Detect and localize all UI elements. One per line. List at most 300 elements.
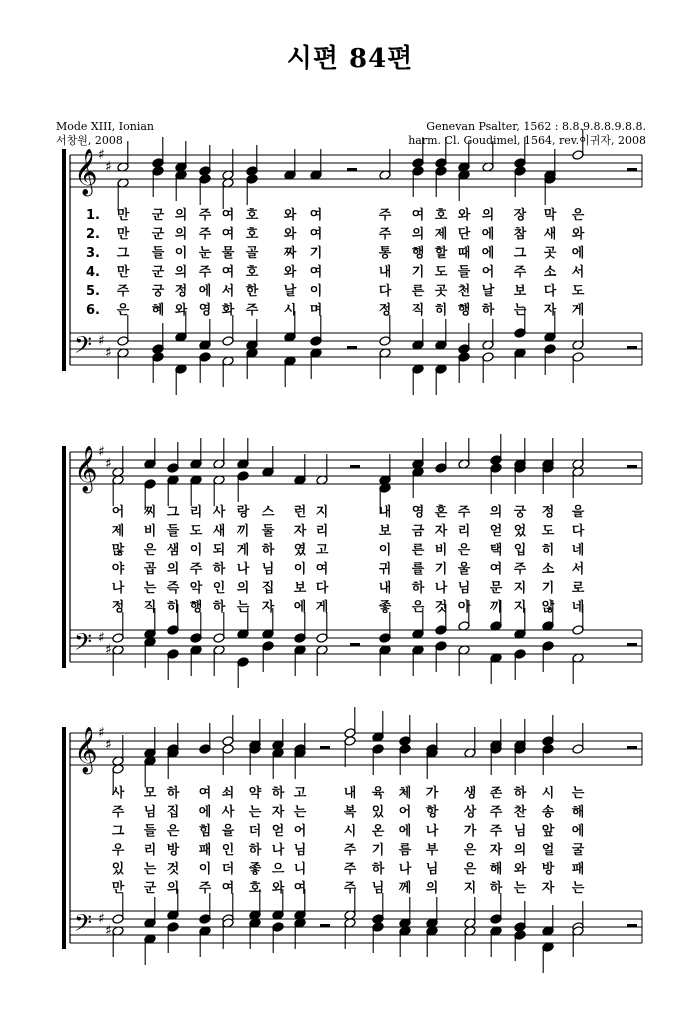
lyric-row (0, 880, 700, 898)
lyric-syllable: 않 (541, 600, 555, 615)
lyric-syllable: 하 (212, 562, 226, 577)
lyric-syllable: 힘 (198, 824, 212, 839)
lyric-syllable: 더 (248, 824, 262, 839)
verse-number: 2. (86, 227, 100, 242)
lyric-syllable: 의 (166, 562, 180, 577)
sharp-icon: ♯ (105, 642, 112, 658)
lyric-syllable: 주 (378, 208, 392, 223)
lyric-syllable: 좋 (248, 862, 262, 877)
lyric-syllable: 자 (261, 600, 275, 615)
lyric-syllable: 와 (174, 303, 188, 318)
sharp-icon: ♯ (105, 737, 112, 753)
rest-icon (627, 924, 637, 927)
lyric-syllable: 에 (571, 246, 585, 261)
lyric-syllable: 단 (457, 227, 471, 242)
lyric-syllable: 의 (411, 227, 425, 242)
lyric-syllable: 를 (411, 562, 425, 577)
lyric-syllable: 은 (166, 824, 180, 839)
lyric-syllable: 참 (513, 227, 527, 242)
lyric-syllable: 어 (293, 824, 307, 839)
lyric-syllable: 찌 (143, 505, 157, 520)
lyric-syllable: 에 (571, 824, 585, 839)
lyric-syllable: 들 (166, 524, 180, 539)
lyric-syllable: 한 (245, 284, 259, 299)
lyric-syllable: 주 (116, 284, 130, 299)
lyric-syllable: 여 (221, 881, 235, 896)
lyric-syllable: 다 (543, 284, 557, 299)
lyric-syllable: 다 (378, 284, 392, 299)
lyric-syllable: 날 (481, 284, 495, 299)
lyric-syllable: 게 (236, 543, 250, 558)
lyric-syllable: 였 (293, 543, 307, 558)
lyric-syllable: 정 (541, 505, 555, 520)
lyric-row (0, 580, 700, 598)
lyric-syllable: 와 (283, 265, 297, 280)
lyric-syllable: 서 (571, 265, 585, 280)
lyric-syllable: 고 (293, 786, 307, 801)
lyric-syllable: 좋 (378, 600, 392, 615)
lyric-syllable: 시 (541, 786, 555, 801)
lyric-syllable: 로 (571, 581, 585, 596)
lyric-syllable: 복 (343, 805, 357, 820)
lyric-syllable: 주 (378, 227, 392, 242)
lyric-syllable: 항 (425, 805, 439, 820)
lyric-syllable: 사 (221, 805, 235, 820)
lyric-syllable: 는 (513, 881, 527, 896)
lyric-row (0, 561, 700, 579)
lyric-row (0, 842, 700, 860)
lyric-syllable: 도 (571, 284, 585, 299)
lyric-syllable: 여 (309, 265, 323, 280)
lyric-syllable: 주 (245, 303, 259, 318)
lyric-syllable: 의 (174, 208, 188, 223)
lyric-syllable: 에 (481, 246, 495, 261)
lyric-syllable: 들 (151, 246, 165, 261)
lyric-syllable: 께 (398, 881, 412, 896)
lyric-syllable: 야 (111, 562, 125, 577)
lyric-syllable: 자 (434, 524, 448, 539)
lyric-syllable: 문 (489, 581, 503, 596)
lyric-syllable: 에 (293, 600, 307, 615)
lyric-syllable: 천 (457, 284, 471, 299)
lyric-syllable: 하 (271, 786, 285, 801)
sharp-icon: ♯ (98, 444, 105, 460)
lyric-syllable: 지 (513, 581, 527, 596)
lyric-syllable: 기 (434, 562, 448, 577)
lyric-syllable: 장 (513, 208, 527, 223)
lyric-syllable: 와 (283, 227, 297, 242)
page-title: 시편 84편 (286, 44, 414, 74)
lyric-syllable: 여 (293, 881, 307, 896)
lyric-syllable: 은 (411, 600, 425, 615)
lyric-syllable: 부 (425, 843, 439, 858)
lyric-syllable: 하 (489, 881, 503, 896)
lyric-syllable: 만 (116, 227, 130, 242)
sharp-icon: ♯ (98, 147, 105, 163)
lyric-syllable: 이 (189, 543, 203, 558)
lyric-syllable: 의 (174, 265, 188, 280)
lyric-syllable: 그 (166, 505, 180, 520)
lyric-syllable: 네 (571, 600, 585, 615)
lyric-syllable: 들 (457, 265, 471, 280)
lyric-syllable: 는 (143, 862, 157, 877)
lyric-syllable: 시 (343, 824, 357, 839)
lyric-syllable: 히 (434, 303, 448, 318)
lyric-syllable: 물 (221, 246, 235, 261)
lyric-row (0, 823, 700, 841)
lyric-syllable: 되 (212, 543, 226, 558)
lyric-syllable: 님 (143, 805, 157, 820)
lyric-syllable: 사 (111, 786, 125, 801)
lyric-syllable: 여 (198, 786, 212, 801)
lyric-syllable: 호 (245, 265, 259, 280)
lyric-syllable: 방 (166, 843, 180, 858)
lyric-syllable: 샘 (166, 543, 180, 558)
lyric-syllable: 호 (434, 208, 448, 223)
sharp-icon: ♯ (105, 456, 112, 472)
lyric-syllable: 군 (151, 227, 165, 242)
lyric-syllable: 이 (309, 284, 323, 299)
lyric-syllable: 생 (463, 786, 477, 801)
lyric-syllable: 그 (116, 246, 130, 261)
lyric-syllable: 제 (111, 524, 125, 539)
lyric-syllable: 보 (378, 524, 392, 539)
sharp-icon: ♯ (98, 630, 105, 646)
lyric-syllable: 의 (236, 581, 250, 596)
lyric-row (0, 523, 700, 541)
lyric-syllable: 상 (463, 805, 477, 820)
lyric-syllable: 도 (541, 524, 555, 539)
lyric-syllable: 직 (411, 303, 425, 318)
lyric-syllable: 비 (434, 543, 448, 558)
lyric-syllable: 얼 (541, 843, 555, 858)
lyric-syllable: 주 (457, 505, 471, 520)
lyric-syllable: 는 (143, 581, 157, 596)
lyric-syllable: 울 (457, 562, 471, 577)
lyric-syllable: 기 (411, 265, 425, 280)
lyric-syllable: 님 (425, 862, 439, 877)
lyric-syllable: 곳 (434, 284, 448, 299)
lyric-syllable: 둘 (261, 524, 275, 539)
lyric-syllable: 얻 (271, 824, 285, 839)
sharp-icon: ♯ (105, 159, 112, 175)
lyric-syllable: 약 (248, 786, 262, 801)
lyric-syllable: 가 (425, 786, 439, 801)
lyric-syllable: 주 (489, 805, 503, 820)
lyric-syllable: 고 (315, 543, 329, 558)
lyric-syllable: 방 (541, 862, 555, 877)
lyric-syllable: 게 (315, 600, 329, 615)
lyric-syllable: 나 (111, 581, 125, 596)
lyric-syllable: 막 (543, 208, 557, 223)
lyric-syllable: 어 (111, 505, 125, 520)
lyric-syllable: 스 (261, 505, 275, 520)
lyric-syllable: 을 (571, 505, 585, 520)
lyric-syllable: 여 (309, 227, 323, 242)
lyric-syllable: 날 (283, 284, 297, 299)
lyric-syllable: 만 (116, 208, 130, 223)
lyric-syllable: 행 (411, 246, 425, 261)
lyric-syllable: 름 (398, 843, 412, 858)
lyric-syllable: 택 (489, 543, 503, 558)
lyric-syllable: 여 (411, 208, 425, 223)
lyric-syllable: 의 (513, 843, 527, 858)
lyric-syllable: 는 (293, 805, 307, 820)
lyric-row (0, 264, 700, 282)
lyric-syllable: 통 (378, 246, 392, 261)
lyric-syllable: 도 (434, 265, 448, 280)
lyric-syllable: 지 (513, 600, 527, 615)
lyric-syllable: 는 (571, 881, 585, 896)
lyric-syllable: 으 (271, 862, 285, 877)
lyric-syllable: 제 (434, 227, 448, 242)
lyric-syllable: 그 (513, 246, 527, 261)
lyric-syllable: 하 (513, 786, 527, 801)
lyric-syllable: 영 (411, 505, 425, 520)
lyric-syllable: 다 (571, 524, 585, 539)
lyric-syllable: 곱 (143, 562, 157, 577)
lyric-syllable: 주 (198, 208, 212, 223)
lyric-syllable: 그 (111, 824, 125, 839)
lyric-syllable: 주 (513, 265, 527, 280)
lyric-syllable: 사 (212, 505, 226, 520)
lyric-syllable: 은 (143, 543, 157, 558)
lyric-syllable: 님 (513, 824, 527, 839)
lyric-syllable: 하 (411, 581, 425, 596)
lyric-syllable: 은 (463, 862, 477, 877)
lyric-syllable: 새 (212, 524, 226, 539)
lyric-syllable: 에 (198, 284, 212, 299)
lyric-syllable: 이 (293, 562, 307, 577)
lyric-row (0, 804, 700, 822)
lyric-syllable: 와 (271, 881, 285, 896)
lyric-syllable: 보 (293, 581, 307, 596)
lyric-syllable: 랑 (236, 505, 250, 520)
lyric-syllable: 나 (425, 824, 439, 839)
lyric-syllable: 체 (398, 786, 412, 801)
lyric-syllable: 해 (489, 862, 503, 877)
rest-icon (320, 924, 330, 927)
lyric-syllable: 주 (343, 843, 357, 858)
lyric-syllable: 와 (457, 208, 471, 223)
lyric-row (0, 226, 700, 244)
lyric-syllable: 었 (513, 524, 527, 539)
lyric-syllable: 악 (189, 581, 203, 596)
lyric-syllable: 네 (571, 543, 585, 558)
lyric-syllable: 이 (378, 543, 392, 558)
lyric-syllable: 나 (398, 862, 412, 877)
lyric-syllable: 눈 (198, 246, 212, 261)
lyric-syllable: 는 (513, 303, 527, 318)
lyric-syllable: 비 (143, 524, 157, 539)
lyric-syllable: 얻 (489, 524, 503, 539)
lyric-syllable: 소 (541, 562, 555, 577)
lyric-syllable: 육 (371, 786, 385, 801)
lyric-row (0, 207, 700, 225)
lyric-syllable: 금 (411, 524, 425, 539)
lyric-syllable: 궁 (151, 284, 165, 299)
lyric-syllable: 더 (221, 862, 235, 877)
lyric-syllable: 내 (343, 786, 357, 801)
lyric-row (0, 542, 700, 560)
lyric-syllable: 들 (143, 824, 157, 839)
lyric-syllable: 지 (463, 881, 477, 896)
rest-icon (320, 746, 330, 749)
lyric-syllable: 인 (221, 843, 235, 858)
lyric-row (0, 861, 700, 879)
lyric-syllable: 은 (116, 303, 130, 318)
lyric-syllable: 입 (513, 543, 527, 558)
lyric-syllable: 의 (166, 881, 180, 896)
lyric-syllable: 패 (198, 843, 212, 858)
lyric-syllable: 앞 (541, 824, 555, 839)
lyric-syllable: 와 (571, 227, 585, 242)
lyric-syllable: 정 (378, 303, 392, 318)
lyric-syllable: 혜 (151, 303, 165, 318)
lyric-syllable: 하 (212, 600, 226, 615)
lyric-syllable: 화 (221, 303, 235, 318)
sharp-icon: ♯ (98, 333, 105, 349)
lyric-syllable: 군 (151, 265, 165, 280)
rest-icon (627, 746, 637, 749)
lyric-syllable: 의 (425, 881, 439, 896)
lyric-syllable: 게 (571, 303, 585, 318)
translator-line: 서창원, 2008 (56, 134, 123, 147)
lyric-syllable: 는 (236, 600, 250, 615)
lyric-syllable: 이 (174, 246, 188, 261)
verse-number: 6. (86, 303, 100, 318)
lyric-row (0, 245, 700, 263)
lyric-syllable: 많 (111, 543, 125, 558)
lyric-syllable: 여 (221, 208, 235, 223)
lyric-syllable: 행 (189, 600, 203, 615)
lyric-syllable: 주 (489, 824, 503, 839)
source-line: Genevan Psalter, 1562 : 8.8.9.8.8.9.8.8. (426, 120, 646, 133)
lyric-syllable: 리 (457, 524, 471, 539)
treble-clef-icon: 𝄞 (74, 149, 98, 195)
lyric-syllable: 와 (513, 862, 527, 877)
lyric-syllable: 집 (166, 805, 180, 820)
lyric-syllable: 군 (151, 208, 165, 223)
lyric-syllable: 리 (189, 505, 203, 520)
lyric-row (0, 283, 700, 301)
lyric-syllable: 정 (111, 600, 125, 615)
lyric-syllable: 지 (315, 505, 329, 520)
lyric-syllable: 내 (378, 581, 392, 596)
lyric-syllable: 주 (189, 562, 203, 577)
lyric-syllable: 이 (198, 862, 212, 877)
lyric-syllable: 보 (513, 284, 527, 299)
lyric-syllable: 른 (411, 543, 425, 558)
lyric-syllable: 만 (111, 881, 125, 896)
lyric-syllable: 자 (293, 524, 307, 539)
lyric-syllable: 곳 (543, 246, 557, 261)
lyric-syllable: 주 (513, 562, 527, 577)
lyric-row (0, 504, 700, 522)
lyric-syllable: 기 (309, 246, 323, 261)
lyric-syllable: 자 (489, 843, 503, 858)
lyric-syllable: 나 (434, 581, 448, 596)
lyric-syllable: 나 (236, 562, 250, 577)
verse-number: 3. (86, 246, 100, 261)
lyric-syllable: 궁 (513, 505, 527, 520)
sharp-icon: ♯ (105, 923, 112, 939)
lyric-syllable: 기 (541, 581, 555, 596)
lyric-syllable: 내 (378, 505, 392, 520)
lyric-syllable: 기 (371, 843, 385, 858)
lyric-syllable: 아 (457, 600, 471, 615)
lyric-syllable: 히 (541, 543, 555, 558)
bass-clef-icon: 𝄢 (74, 909, 93, 942)
lyric-syllable: 니 (293, 862, 307, 877)
lyric-syllable: 온 (371, 824, 385, 839)
verse-number: 1. (86, 208, 100, 223)
lyric-syllable: 모 (143, 786, 157, 801)
lyric-syllable: 자 (541, 881, 555, 896)
lyric-syllable: 하 (261, 543, 275, 558)
lyric-syllable: 군 (143, 881, 157, 896)
lyric-syllable: 히 (166, 600, 180, 615)
lyric-syllable: 찬 (513, 805, 527, 820)
lyric-syllable: 는 (248, 805, 262, 820)
lyric-syllable: 정 (174, 284, 188, 299)
lyric-syllable: 나 (271, 843, 285, 858)
lyric-syllable: 님 (457, 581, 471, 596)
lyric-syllable: 소 (543, 265, 557, 280)
lyric-syllable: 의 (481, 208, 495, 223)
lyric-syllable: 짜 (283, 246, 297, 261)
lyric-syllable: 는 (571, 786, 585, 801)
lyric-syllable: 어 (398, 805, 412, 820)
lyric-syllable: 것 (166, 862, 180, 877)
lyric-syllable: 님 (371, 881, 385, 896)
lyric-syllable: 주 (198, 265, 212, 280)
lyric-syllable: 리 (143, 843, 157, 858)
lyric-syllable: 만 (116, 265, 130, 280)
lyric-syllable: 쇠 (221, 786, 235, 801)
lyric-syllable: 하 (248, 843, 262, 858)
lyric-syllable: 패 (571, 862, 585, 877)
lyric-syllable: 주 (198, 881, 212, 896)
lyric-syllable: 송 (541, 805, 555, 820)
lyric-syllable: 런 (293, 505, 307, 520)
lyric-syllable: 은 (571, 208, 585, 223)
lyric-syllable: 인 (212, 581, 226, 596)
sharp-icon: ♯ (105, 345, 112, 361)
lyric-syllable: 은 (457, 543, 471, 558)
lyric-syllable: 여 (309, 208, 323, 223)
lyric-row (0, 599, 700, 617)
lyric-syllable: 것 (434, 600, 448, 615)
lyric-syllable: 우 (111, 843, 125, 858)
lyric-syllable: 여 (315, 562, 329, 577)
lyric-syllable: 리 (315, 524, 329, 539)
lyric-syllable: 어 (481, 265, 495, 280)
verse-number: 5. (86, 284, 100, 299)
lyric-syllable: 님 (293, 843, 307, 858)
lyric-syllable: 내 (378, 265, 392, 280)
lyric-syllable: 직 (143, 600, 157, 615)
lyric-syllable: 귀 (378, 562, 392, 577)
bass-clef-icon: 𝄢 (74, 331, 93, 364)
lyric-syllable: 존 (489, 786, 503, 801)
lyric-syllable: 호 (245, 227, 259, 242)
lyric-syllable: 영 (198, 303, 212, 318)
lyric-syllable: 혼 (434, 505, 448, 520)
lyric-syllable: 다 (315, 581, 329, 596)
sharp-icon: ♯ (98, 725, 105, 741)
lyric-syllable: 굴 (571, 843, 585, 858)
